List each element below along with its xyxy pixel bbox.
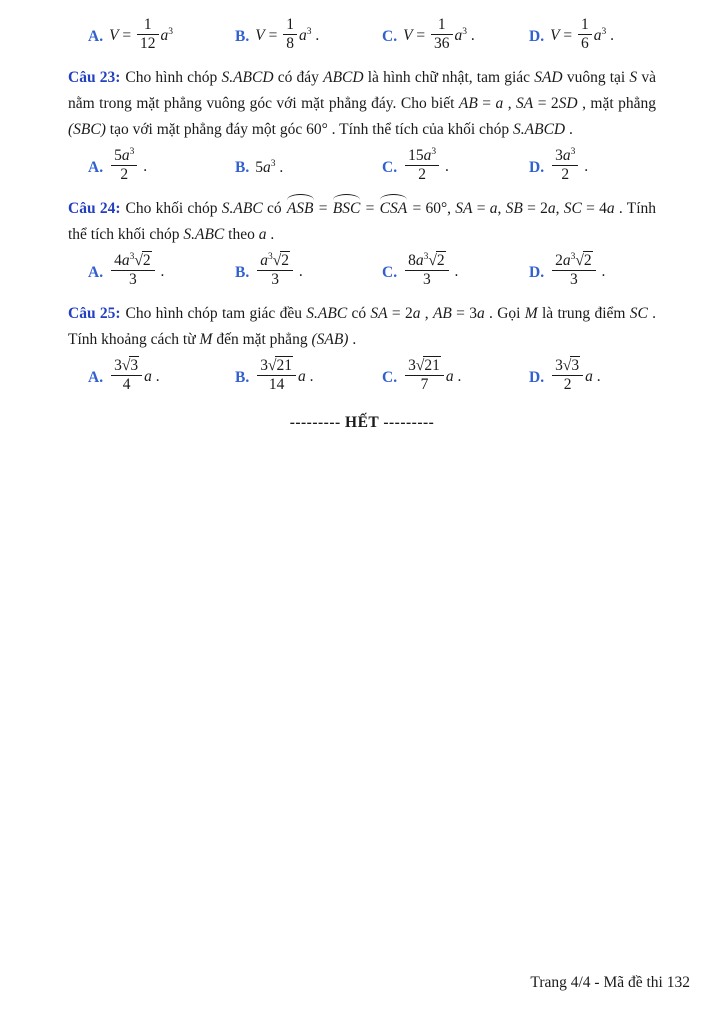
answer-letter: B. [235,27,250,45]
answer-letter: D. [529,27,545,45]
answer-letter: B. [235,263,250,281]
question-text: Cho khối chóp S.ABC có ASB = BSC = CSA = 60°, SA = a, SB = 2a, SC = 4a . Tính thể tích khối chóp S.ABC theo a . [68,200,656,243]
answer-option [382,146,529,186]
question-label: Câu 25: [68,305,121,322]
answer-option [235,251,382,291]
answer-formula: $\frac{a^3√2}{3}$ . [255,254,303,291]
question-text: Cho hình chóp tam giác đều S.ABC có SA = 2a , AB = 3a . Gọi M là trung điểm SC . Tính khoảng cách từ M đến mặt phẳng (SAB) . [68,305,657,348]
answer-formula: $\frac{8a^3√2}{3}$ . [403,254,458,291]
answer-row-q25 [68,355,656,400]
answer-option [529,359,656,396]
answer-option [529,18,656,55]
answer-letter: A. [88,263,104,281]
question-23-paragraph [68,65,656,143]
question-label: Câu 23: [68,69,121,86]
answer-formula: $\frac{15a^3}{2}$ . [403,149,449,186]
answer-option [382,18,529,55]
answer-formula: V = $\frac{1}{36}$ $a^3$ . [403,16,475,52]
answer-formula: $\frac{3√3}{4}$ a . [109,359,160,396]
answer-option [529,146,656,186]
question-label: Câu 24: [68,200,121,217]
question-23 [68,65,656,190]
page-footer: Trang 4/4 - Mã đề thi 132 [530,974,690,991]
answer-formula: $\frac{3√21}{7}$ a . [403,359,461,396]
answer-option [88,146,235,186]
answer-letter: A. [88,158,104,176]
answer-letter: B. [235,158,250,176]
question-text: Cho hình chóp S.ABCD có đáy ABCD là hình chữ nhật, tam giác SAD vuông tại S và nằm trong mặt phẳng vuông góc với mặt phẳng đáy. Cho biết AB = a , SA = 2SD , mặt phẳng (SBC) tạo với mặt phẳng đáy một góc 60° . Tính thể tích của khối chóp S.ABCD . [68,69,656,138]
answer-option [235,359,382,396]
answer-row-q24 [68,250,656,295]
answer-formula: $\frac{3√3}{2}$ a . [550,359,601,396]
answer-formula: $\frac{4a^3√2}{3}$ . [109,254,164,291]
answer-letter: D. [529,158,545,176]
answer-option [88,359,235,396]
page-content [68,12,656,432]
answer-letter: C. [382,27,398,45]
answer-letter: C. [382,158,398,176]
answer-letter: A. [88,368,104,386]
answer-option [88,18,235,55]
answer-formula: $\frac{3√21}{14}$ a . [255,359,313,396]
answer-formula: $5a^3$ . [255,158,284,176]
answer-option [382,359,529,396]
answer-option [235,18,382,55]
question-25-paragraph [68,301,656,353]
answer-formula: V = $\frac{1}{6}$ $a^3$ . [550,16,615,52]
question-24-paragraph [68,196,656,248]
answer-formula: $\frac{2a^3√2}{3}$ . [550,254,605,291]
end-of-exam-marker: --------- HẾT --------- [289,414,435,431]
answer-option [382,251,529,291]
answer-letter: C. [382,263,398,281]
answer-option [235,159,382,177]
answer-row-top [68,14,656,59]
answer-letter: C. [382,368,398,386]
answer-row-q23 [68,145,656,190]
question-25 [68,301,656,400]
answer-option [88,251,235,291]
answer-formula: $\frac{3a^3}{2}$ . [550,149,588,186]
answer-formula: V = $\frac{1}{12}$ $a^3$ [109,16,174,52]
answer-letter: B. [235,368,250,386]
answer-option [529,251,656,291]
answer-letter: D. [529,368,545,386]
answer-letter: A. [88,27,104,45]
answer-formula: $\frac{5a^3}{2}$ . [109,149,147,186]
answer-letter: D. [529,263,545,281]
question-24 [68,196,656,295]
answer-formula: V = $\frac{1}{8}$ $a^3$ . [255,16,320,52]
